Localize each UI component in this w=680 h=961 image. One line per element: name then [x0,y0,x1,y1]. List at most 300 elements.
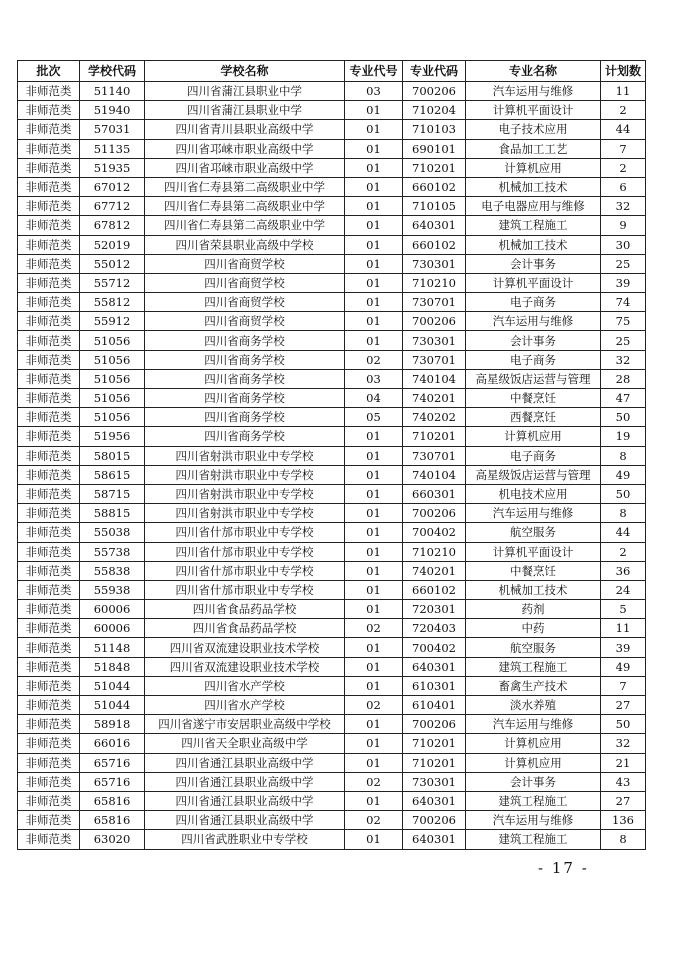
school-name-cell: 四川省射洪市职业中专学校 [145,465,345,484]
major-name-cell: 计算机应用 [466,158,601,177]
school-name-cell: 四川省青川县职业高级中学 [145,120,345,139]
school-name-cell: 四川省武胜职业中专学校 [145,830,345,849]
major-name-cell: 淡水养殖 [466,696,601,715]
major-code-cell: 700206 [403,312,466,331]
school-name-cell: 四川省商贸学校 [145,254,345,273]
major-code-cell: 740202 [403,408,466,427]
plan-count-cell: 44 [601,120,646,139]
major-name-cell: 计算机平面设计 [466,542,601,561]
major-name-cell: 航空服务 [466,523,601,542]
major-number-cell: 01 [345,158,403,177]
major-number-cell: 01 [345,580,403,599]
major-code-cell: 700206 [403,811,466,830]
major-number-cell: 01 [345,791,403,810]
plan-count-cell: 6 [601,177,646,196]
table-row [18,177,646,196]
school-code-cell: 51056 [80,350,145,369]
plan-count-cell: 49 [601,657,646,676]
table-row [18,561,646,580]
school-name-cell: 四川省什邡市职业中专学校 [145,523,345,542]
table-row [18,389,646,408]
major-name-cell: 汽车运用与维修 [466,312,601,331]
batch-cell: 非师范类 [18,312,80,331]
major-number-cell: 01 [345,120,403,139]
table-row [18,331,646,350]
major-number-cell: 02 [345,696,403,715]
major-name-cell: 药剂 [466,600,601,619]
table-row [18,772,646,791]
major-name-cell: 电子电器应用与维修 [466,197,601,216]
major-code-cell: 710201 [403,158,466,177]
major-number-cell: 01 [345,331,403,350]
header-major-code: 专业代码 [403,61,466,82]
school-name-cell: 四川省通江县职业高级中学 [145,791,345,810]
major-number-cell: 01 [345,676,403,695]
major-number-cell: 01 [345,197,403,216]
batch-cell: 非师范类 [18,638,80,657]
school-name-cell: 四川省商贸学校 [145,273,345,292]
table-row [18,139,646,158]
school-code-cell: 55738 [80,542,145,561]
school-name-cell: 四川省什邡市职业中专学校 [145,561,345,580]
school-code-cell: 51140 [80,82,145,101]
batch-cell: 非师范类 [18,369,80,388]
major-code-cell: 640301 [403,830,466,849]
major-code-cell: 740104 [403,369,466,388]
plan-count-cell: 32 [601,734,646,753]
major-code-cell: 730701 [403,446,466,465]
school-name-cell: 四川省通江县职业高级中学 [145,772,345,791]
major-code-cell: 710103 [403,120,466,139]
major-number-cell: 01 [345,657,403,676]
major-number-cell: 01 [345,177,403,196]
school-name-cell: 四川省仁寿县第二高级职业中学 [145,216,345,235]
table-row [18,542,646,561]
school-name-cell: 四川省遂宁市安居职业高级中学校 [145,715,345,734]
batch-cell: 非师范类 [18,235,80,254]
school-code-cell: 51044 [80,676,145,695]
plan-count-cell: 49 [601,465,646,484]
batch-cell: 非师范类 [18,676,80,695]
plan-count-cell: 27 [601,791,646,810]
school-name-cell: 四川省邛崃市职业高级中学 [145,139,345,158]
major-code-cell: 710201 [403,734,466,753]
major-code-cell: 740201 [403,561,466,580]
school-code-cell: 58815 [80,504,145,523]
major-name-cell: 机电技术应用 [466,484,601,503]
batch-cell: 非师范类 [18,811,80,830]
major-name-cell: 中餐烹饪 [466,389,601,408]
plan-count-cell: 8 [601,446,646,465]
major-number-cell: 04 [345,389,403,408]
major-code-cell: 610301 [403,676,466,695]
batch-cell: 非师范类 [18,446,80,465]
major-name-cell: 会计事务 [466,254,601,273]
plan-count-cell: 2 [601,158,646,177]
school-code-cell: 51935 [80,158,145,177]
school-code-cell: 55938 [80,580,145,599]
major-code-cell: 730301 [403,254,466,273]
enrollment-plan-table [17,60,646,850]
school-code-cell: 55038 [80,523,145,542]
school-name-cell: 四川省通江县职业高级中学 [145,811,345,830]
major-name-cell: 机械加工技术 [466,580,601,599]
plan-count-cell: 50 [601,484,646,503]
school-name-cell: 四川省水产学校 [145,676,345,695]
school-name-cell: 四川省射洪市职业中专学校 [145,484,345,503]
school-name-cell: 四川省商务学校 [145,350,345,369]
major-code-cell: 730701 [403,350,466,369]
batch-cell: 非师范类 [18,158,80,177]
table-row [18,216,646,235]
major-name-cell: 中餐烹饪 [466,561,601,580]
major-number-cell: 01 [345,753,403,772]
major-code-cell: 710105 [403,197,466,216]
table-body [18,82,646,850]
major-code-cell: 660102 [403,235,466,254]
batch-cell: 非师范类 [18,101,80,120]
major-name-cell: 电子商务 [466,350,601,369]
school-name-cell: 四川省商贸学校 [145,293,345,312]
major-code-cell: 640301 [403,216,466,235]
school-name-cell: 四川省商务学校 [145,427,345,446]
school-code-cell: 58918 [80,715,145,734]
major-code-cell: 710201 [403,753,466,772]
major-code-cell: 740104 [403,465,466,484]
plan-count-cell: 25 [601,254,646,273]
batch-cell: 非师范类 [18,120,80,139]
plan-count-cell: 21 [601,753,646,772]
table-row [18,523,646,542]
table-row [18,657,646,676]
major-number-cell: 01 [345,484,403,503]
major-code-cell: 660102 [403,177,466,196]
school-code-cell: 51056 [80,331,145,350]
major-number-cell: 03 [345,82,403,101]
table-row [18,254,646,273]
batch-cell: 非师范类 [18,561,80,580]
school-code-cell: 58015 [80,446,145,465]
school-name-cell: 四川省蒲江县职业中学 [145,101,345,120]
school-name-cell: 四川省商务学校 [145,389,345,408]
page-number: - 17 - [538,859,589,877]
major-name-cell: 西餐烹饪 [466,408,601,427]
school-code-cell: 55838 [80,561,145,580]
header-school-name: 学校名称 [145,61,345,82]
plan-count-cell: 9 [601,216,646,235]
school-name-cell: 四川省商贸学校 [145,312,345,331]
major-code-cell: 660301 [403,484,466,503]
major-number-cell: 01 [345,312,403,331]
school-code-cell: 57031 [80,120,145,139]
table-row [18,484,646,503]
major-code-cell: 700206 [403,504,466,523]
major-code-cell: 640301 [403,657,466,676]
table-row [18,811,646,830]
school-name-cell: 四川省射洪市职业中专学校 [145,446,345,465]
batch-cell: 非师范类 [18,389,80,408]
plan-count-cell: 11 [601,619,646,638]
batch-cell: 非师范类 [18,791,80,810]
batch-cell: 非师范类 [18,504,80,523]
major-number-cell: 01 [345,504,403,523]
school-code-cell: 51148 [80,638,145,657]
plan-count-cell: 136 [601,811,646,830]
plan-count-cell: 25 [601,331,646,350]
plan-count-cell: 28 [601,369,646,388]
major-name-cell: 计算机应用 [466,427,601,446]
plan-count-cell: 43 [601,772,646,791]
major-code-cell: 730701 [403,293,466,312]
plan-count-cell: 27 [601,696,646,715]
table-row [18,619,646,638]
major-number-cell: 01 [345,216,403,235]
batch-cell: 非师范类 [18,657,80,676]
school-name-cell: 四川省食品药品学校 [145,600,345,619]
table-row [18,158,646,177]
table-row [18,350,646,369]
major-name-cell: 建筑工程施工 [466,830,601,849]
table-row [18,715,646,734]
plan-count-cell: 2 [601,101,646,120]
major-number-cell: 01 [345,254,403,273]
plan-count-cell: 50 [601,408,646,427]
plan-count-cell: 8 [601,830,646,849]
major-name-cell: 航空服务 [466,638,601,657]
school-code-cell: 58715 [80,484,145,503]
table-row [18,82,646,101]
batch-cell: 非师范类 [18,734,80,753]
major-name-cell: 计算机应用 [466,734,601,753]
school-name-cell: 四川省邛崃市职业高级中学 [145,158,345,177]
major-name-cell: 畜禽生产技术 [466,676,601,695]
major-number-cell: 01 [345,465,403,484]
batch-cell: 非师范类 [18,830,80,849]
table-row [18,791,646,810]
major-code-cell: 610401 [403,696,466,715]
major-number-cell: 01 [345,734,403,753]
major-name-cell: 高星级饭店运营与管理 [466,369,601,388]
plan-count-cell: 30 [601,235,646,254]
school-code-cell: 51135 [80,139,145,158]
major-code-cell: 710201 [403,427,466,446]
table-row [18,638,646,657]
batch-cell: 非师范类 [18,254,80,273]
batch-cell: 非师范类 [18,580,80,599]
major-code-cell: 710204 [403,101,466,120]
major-code-cell: 700206 [403,82,466,101]
major-name-cell: 会计事务 [466,331,601,350]
school-name-cell: 四川省商务学校 [145,408,345,427]
major-code-cell: 660102 [403,580,466,599]
major-code-cell: 710210 [403,273,466,292]
plan-count-cell: 47 [601,389,646,408]
school-name-cell: 四川省商务学校 [145,369,345,388]
batch-cell: 非师范类 [18,484,80,503]
table-row [18,696,646,715]
school-name-cell: 四川省荣县职业高级中学校 [145,235,345,254]
batch-cell: 非师范类 [18,619,80,638]
major-name-cell: 建筑工程施工 [466,216,601,235]
school-code-cell: 65816 [80,811,145,830]
plan-count-cell: 19 [601,427,646,446]
school-code-cell: 66016 [80,734,145,753]
plan-count-cell: 7 [601,139,646,158]
major-name-cell: 汽车运用与维修 [466,504,601,523]
table-row [18,369,646,388]
major-name-cell: 机械加工技术 [466,177,601,196]
plan-count-cell: 44 [601,523,646,542]
school-name-cell: 四川省食品药品学校 [145,619,345,638]
plan-count-cell: 74 [601,293,646,312]
school-code-cell: 51056 [80,408,145,427]
header-batch: 批次 [18,61,80,82]
school-name-cell: 四川省仁寿县第二高级职业中学 [145,197,345,216]
batch-cell: 非师范类 [18,139,80,158]
table-row [18,293,646,312]
major-name-cell: 汽车运用与维修 [466,82,601,101]
batch-cell: 非师范类 [18,696,80,715]
plan-count-cell: 5 [601,600,646,619]
major-name-cell: 计算机应用 [466,753,601,772]
batch-cell: 非师范类 [18,465,80,484]
major-number-cell: 01 [345,830,403,849]
school-name-cell: 四川省水产学校 [145,696,345,715]
school-name-cell: 四川省什邡市职业中专学校 [145,580,345,599]
plan-count-cell: 24 [601,580,646,599]
school-code-cell: 65716 [80,753,145,772]
major-code-cell: 690101 [403,139,466,158]
major-code-cell: 730301 [403,772,466,791]
batch-cell: 非师范类 [18,542,80,561]
major-number-cell: 01 [345,600,403,619]
major-number-cell: 01 [345,638,403,657]
major-name-cell: 建筑工程施工 [466,791,601,810]
batch-cell: 非师范类 [18,216,80,235]
school-code-cell: 51940 [80,101,145,120]
school-code-cell: 63020 [80,830,145,849]
school-code-cell: 51056 [80,389,145,408]
school-code-cell: 67812 [80,216,145,235]
major-code-cell: 710210 [403,542,466,561]
plan-count-cell: 39 [601,273,646,292]
major-number-cell: 01 [345,446,403,465]
plan-count-cell: 50 [601,715,646,734]
school-code-cell: 60006 [80,600,145,619]
major-code-cell: 720301 [403,600,466,619]
major-name-cell: 汽车运用与维修 [466,715,601,734]
plan-count-cell: 32 [601,350,646,369]
batch-cell: 非师范类 [18,331,80,350]
school-name-cell: 四川省射洪市职业中专学校 [145,504,345,523]
school-code-cell: 51056 [80,369,145,388]
major-number-cell: 01 [345,542,403,561]
plan-count-cell: 8 [601,504,646,523]
school-name-cell: 四川省通江县职业高级中学 [145,753,345,772]
major-code-cell: 700402 [403,523,466,542]
school-code-cell: 65816 [80,791,145,810]
plan-count-cell: 36 [601,561,646,580]
table-row [18,312,646,331]
plan-count-cell: 75 [601,312,646,331]
major-name-cell: 食品加工工艺 [466,139,601,158]
major-number-cell: 01 [345,139,403,158]
school-name-cell: 四川省双流建设职业技术学校 [145,657,345,676]
table-row [18,753,646,772]
plan-count-cell: 7 [601,676,646,695]
major-name-cell: 电子技术应用 [466,120,601,139]
major-number-cell: 01 [345,235,403,254]
major-number-cell: 05 [345,408,403,427]
plan-count-cell: 11 [601,82,646,101]
major-number-cell: 01 [345,715,403,734]
school-code-cell: 55712 [80,273,145,292]
school-code-cell: 51044 [80,696,145,715]
header-major-number: 专业代号 [345,61,403,82]
major-name-cell: 机械加工技术 [466,235,601,254]
table-row [18,676,646,695]
school-name-cell: 四川省双流建设职业技术学校 [145,638,345,657]
major-number-cell: 02 [345,350,403,369]
table-row [18,446,646,465]
major-number-cell: 03 [345,369,403,388]
major-number-cell: 01 [345,293,403,312]
header-major-name: 专业名称 [466,61,601,82]
major-name-cell: 计算机平面设计 [466,273,601,292]
major-number-cell: 01 [345,523,403,542]
major-name-cell: 电子商务 [466,293,601,312]
school-code-cell: 55912 [80,312,145,331]
batch-cell: 非师范类 [18,293,80,312]
school-code-cell: 67712 [80,197,145,216]
major-code-cell: 700402 [403,638,466,657]
school-code-cell: 51848 [80,657,145,676]
school-code-cell: 55812 [80,293,145,312]
major-code-cell: 730301 [403,331,466,350]
batch-cell: 非师范类 [18,772,80,791]
batch-cell: 非师范类 [18,715,80,734]
major-number-cell: 01 [345,101,403,120]
school-name-cell: 四川省仁寿县第二高级职业中学 [145,177,345,196]
batch-cell: 非师范类 [18,350,80,369]
table-row [18,504,646,523]
table-row [18,408,646,427]
plan-count-cell: 32 [601,197,646,216]
table-row [18,101,646,120]
batch-cell: 非师范类 [18,753,80,772]
school-code-cell: 51956 [80,427,145,446]
school-code-cell: 58615 [80,465,145,484]
school-name-cell: 四川省蒲江县职业中学 [145,82,345,101]
table-row [18,427,646,446]
table-header-row [18,61,646,82]
major-number-cell: 01 [345,561,403,580]
batch-cell: 非师范类 [18,197,80,216]
major-name-cell: 建筑工程施工 [466,657,601,676]
plan-count-cell: 2 [601,542,646,561]
batch-cell: 非师范类 [18,523,80,542]
major-number-cell: 02 [345,772,403,791]
major-name-cell: 计算机平面设计 [466,101,601,120]
major-code-cell: 720403 [403,619,466,638]
major-number-cell: 01 [345,427,403,446]
school-name-cell: 四川省商务学校 [145,331,345,350]
batch-cell: 非师范类 [18,273,80,292]
school-code-cell: 60006 [80,619,145,638]
batch-cell: 非师范类 [18,177,80,196]
table-row [18,120,646,139]
batch-cell: 非师范类 [18,82,80,101]
